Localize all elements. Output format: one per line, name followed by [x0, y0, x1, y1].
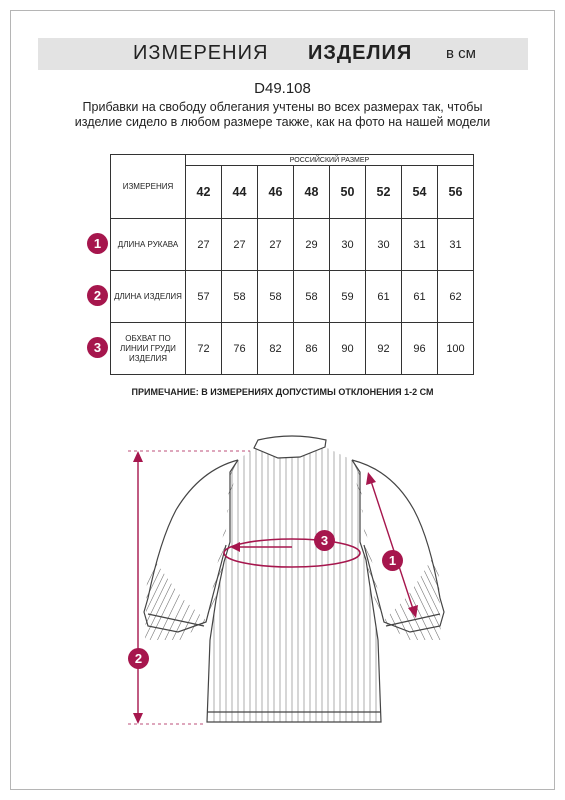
header-garment: ИЗДЕЛИЯ	[308, 42, 413, 64]
value-cell: 31	[402, 219, 438, 271]
value-cell: 58	[258, 271, 294, 323]
size-cell: 50	[330, 166, 366, 219]
body-outline	[207, 460, 381, 722]
header-unit: в см	[446, 45, 476, 62]
row-label: ДЛИНА ИЗДЕЛИЯ	[111, 271, 186, 323]
article-number: D49.108	[254, 80, 311, 97]
left-sleeve-ribbing	[120, 455, 276, 658]
value-cell: 27	[258, 219, 294, 271]
value-cell: 82	[258, 323, 294, 375]
right-sleeve	[352, 460, 444, 632]
diagram-badge-sleeve: 1	[382, 550, 403, 571]
badge-chest-girth: 3	[87, 337, 108, 358]
value-cell: 27	[222, 219, 258, 271]
value-cell: 86	[294, 323, 330, 375]
diagram-badge-chest: 3	[314, 530, 335, 551]
value-cell: 31	[438, 219, 474, 271]
value-cell: 92	[366, 323, 402, 375]
tolerance-note: ПРИМЕЧАНИЕ: В ИЗМЕРЕНИЯХ ДОПУСТИМЫ ОТКЛОНЕНИЯ 1-2 СМ	[131, 387, 434, 397]
header-measurements: ИЗМЕРЕНИЯ	[133, 42, 269, 64]
value-cell: 29	[294, 219, 330, 271]
length-arrow-bottom	[133, 713, 143, 724]
value-cell: 100	[438, 323, 474, 375]
corner-label: ИЗМЕРЕНИЯ	[111, 155, 186, 219]
badge-sleeve-length: 1	[87, 233, 108, 254]
diagram-badge-length: 2	[128, 648, 149, 669]
size-cell: 54	[402, 166, 438, 219]
value-cell: 59	[330, 271, 366, 323]
sleeve-arrow-top	[366, 472, 376, 485]
garment-outline	[144, 436, 444, 722]
size-cell: 48	[294, 166, 330, 219]
value-cell: 72	[186, 323, 222, 375]
left-sleeve	[144, 460, 238, 632]
value-cell: 90	[330, 323, 366, 375]
size-cell: 44	[222, 166, 258, 219]
left-cuff-line	[148, 614, 204, 626]
value-cell: 96	[402, 323, 438, 375]
size-cell: 56	[438, 166, 474, 219]
value-cell: 76	[222, 323, 258, 375]
body-ribbing	[214, 440, 376, 730]
row-label: ДЛИНА РУКАВА	[111, 219, 186, 271]
value-cell: 30	[366, 219, 402, 271]
size-cell: 46	[258, 166, 294, 219]
value-cell: 61	[402, 271, 438, 323]
collar	[254, 436, 326, 458]
size-cell: 52	[366, 166, 402, 219]
value-cell: 62	[438, 271, 474, 323]
value-cell: 57	[186, 271, 222, 323]
value-cell: 61	[366, 271, 402, 323]
size-cell: 42	[186, 166, 222, 219]
value-cell: 58	[222, 271, 258, 323]
value-cell: 30	[330, 219, 366, 271]
row-label: ОБХВАТ ПО ЛИНИИ ГРУДИ ИЗДЕЛИЯ	[111, 323, 186, 375]
value-cell: 58	[294, 271, 330, 323]
chest-arrow-head	[230, 542, 240, 552]
size-group-label: РОССИЙСКИЙ РАЗМЕР	[186, 155, 474, 166]
intro-note: Прибавки на свободу облегания учтены во всех размерах так, чтобы изделие сидело в любом размере также, как на фото на нашей модели	[74, 100, 491, 129]
value-cell: 27	[186, 219, 222, 271]
length-arrow-top	[133, 451, 143, 462]
badge-garment-length: 2	[87, 285, 108, 306]
sleeve-arrow-bottom	[408, 605, 418, 618]
